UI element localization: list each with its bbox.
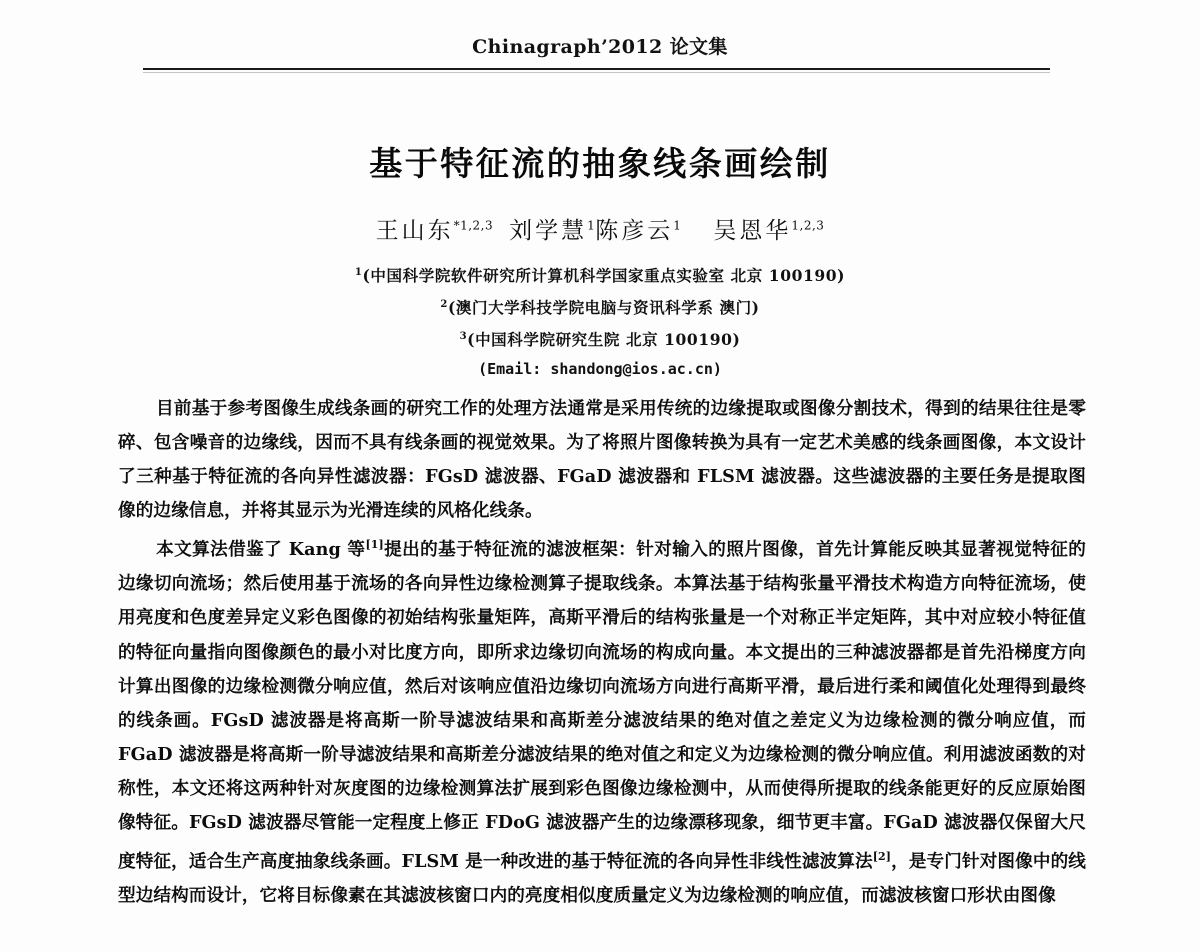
affiliation-mark-1: 1 [354, 266, 363, 278]
contact-email: (Email: shandong@ios.ac.cn) [478, 360, 722, 378]
abstract-paragraph [118, 392, 1086, 528]
method-paragraph-text-part1: 本文算法借鉴了 Kang 等 [155, 539, 366, 561]
affiliation-text-2: (澳门大学科技学院电脑与资讯科学系 澳门) [447, 298, 760, 317]
body-text-column [118, 392, 1086, 952]
author-list [0, 212, 1200, 245]
affiliation-2 [0, 296, 1200, 318]
method-paragraph-text-part3: ，是专门针对图像中的线型边结构而设计，它将目标像素在其滤波核窗口内的亮度相似度质量定义为边缘检测的响应值，而滤波核窗口形状由图像 [118, 850, 1086, 907]
affiliation-3 [0, 328, 1200, 350]
author-affil-mark-1: *1,2,3 [453, 218, 494, 233]
author-affil-mark-3: 1 [673, 218, 682, 233]
running-title: Chinagraph’2012 论文集 [472, 36, 728, 58]
citation-reference-1: [1] [365, 538, 384, 552]
affiliation-text-3: (中国科学院研究生院 北京 100190) [467, 330, 741, 349]
citation-reference-2: [2] [872, 850, 892, 864]
page-title: 基于特征流的抽象线条画绘制 [369, 144, 831, 183]
method-paragraph [118, 528, 1086, 913]
affiliation-1 [0, 264, 1200, 286]
author-affil-mark-4: 1,2,3 [791, 218, 825, 233]
affiliation-mark-3: 3 [459, 330, 468, 342]
abstract-paragraph-text: 目前基于参考图像生成线条画的研究工作的处理方法通常是采用传统的边缘提取或图像分割技术，得到的结果往往是零碎、包含噪音的边缘线，因而不具有线条画的视觉效果。为了将照片图像转换为具有一定艺术美感的线条画图像，本文设计了三种基于特征流的各向异性滤波器：FGsD 滤波器、FGaD 滤波器和 FLSM 滤波器。这些滤波器的主要任务是提取图像的边缘信息，并将其显示为光滑连续的风格化线条。 [118, 398, 1086, 522]
affiliation-mark-2: 2 [440, 298, 448, 310]
method-paragraph-text-part2: 提出的基于特征流的滤波框架：针对输入的照片图像，首先计算能反映其显著视觉特征的边缘切向流场；然后使用基于流场的各向异性边缘检测算子提取线条。本算法基于结构张量平滑技术构造方向特征流场，使用亮度和色度差异定义彩色图像的初始结构张量矩阵，高斯平滑后的结构张量是一个对称正半定矩阵，其中对应较小特征值的特征向量指向图像颜色的最小对比度方向，即所求边缘切向流场的构成向量。本文提出的三种滤波器都是首先沿梯度方向计算出图像的边缘检测微分响应值，然后对该响应值沿边缘切向流场方向进行高斯平滑，最后进行柔和阈值化处理得到最终的线条画。FGsD 滤波器是将高斯一阶导滤波结果和高斯差分滤波结果的绝对值之差定义为边缘检测的微分响应值，而 FGaD 滤波器是将高斯一阶导滤波结果和高斯差分滤波结果的绝对值之和定义为边缘检测的微分响应值。利用滤波函数的对称性，本文还将这两种针对灰度图的边缘检测算法扩展到彩色图像边缘检测中，从而使得所提取的线条能更好的反应原始图像特征。FGsD 滤波器尽管能一定程度上修正 FDoG 滤波器产生的边缘漂移现象，细节更丰富。FGaD 滤波器仅保留大尺度特征，适合生产高度抽象线条画。FLSM 是一种改进的基于特征流的各向异性非线性滤波算法 [118, 539, 1086, 872]
author-name-4: 吴恩华 [713, 218, 792, 244]
author-name-2: 刘学慧 [509, 218, 588, 244]
author-name-1: 王山东 [375, 218, 454, 244]
header-divider [143, 68, 1050, 70]
author-affil-mark-2: 1 [587, 218, 596, 233]
page-header [0, 0, 1200, 80]
author-name-3: 陈彦云 [595, 218, 674, 244]
affiliation-text-1: (中国科学院软件研究所计算机科学国家重点实验室 北京 100190) [362, 266, 846, 285]
